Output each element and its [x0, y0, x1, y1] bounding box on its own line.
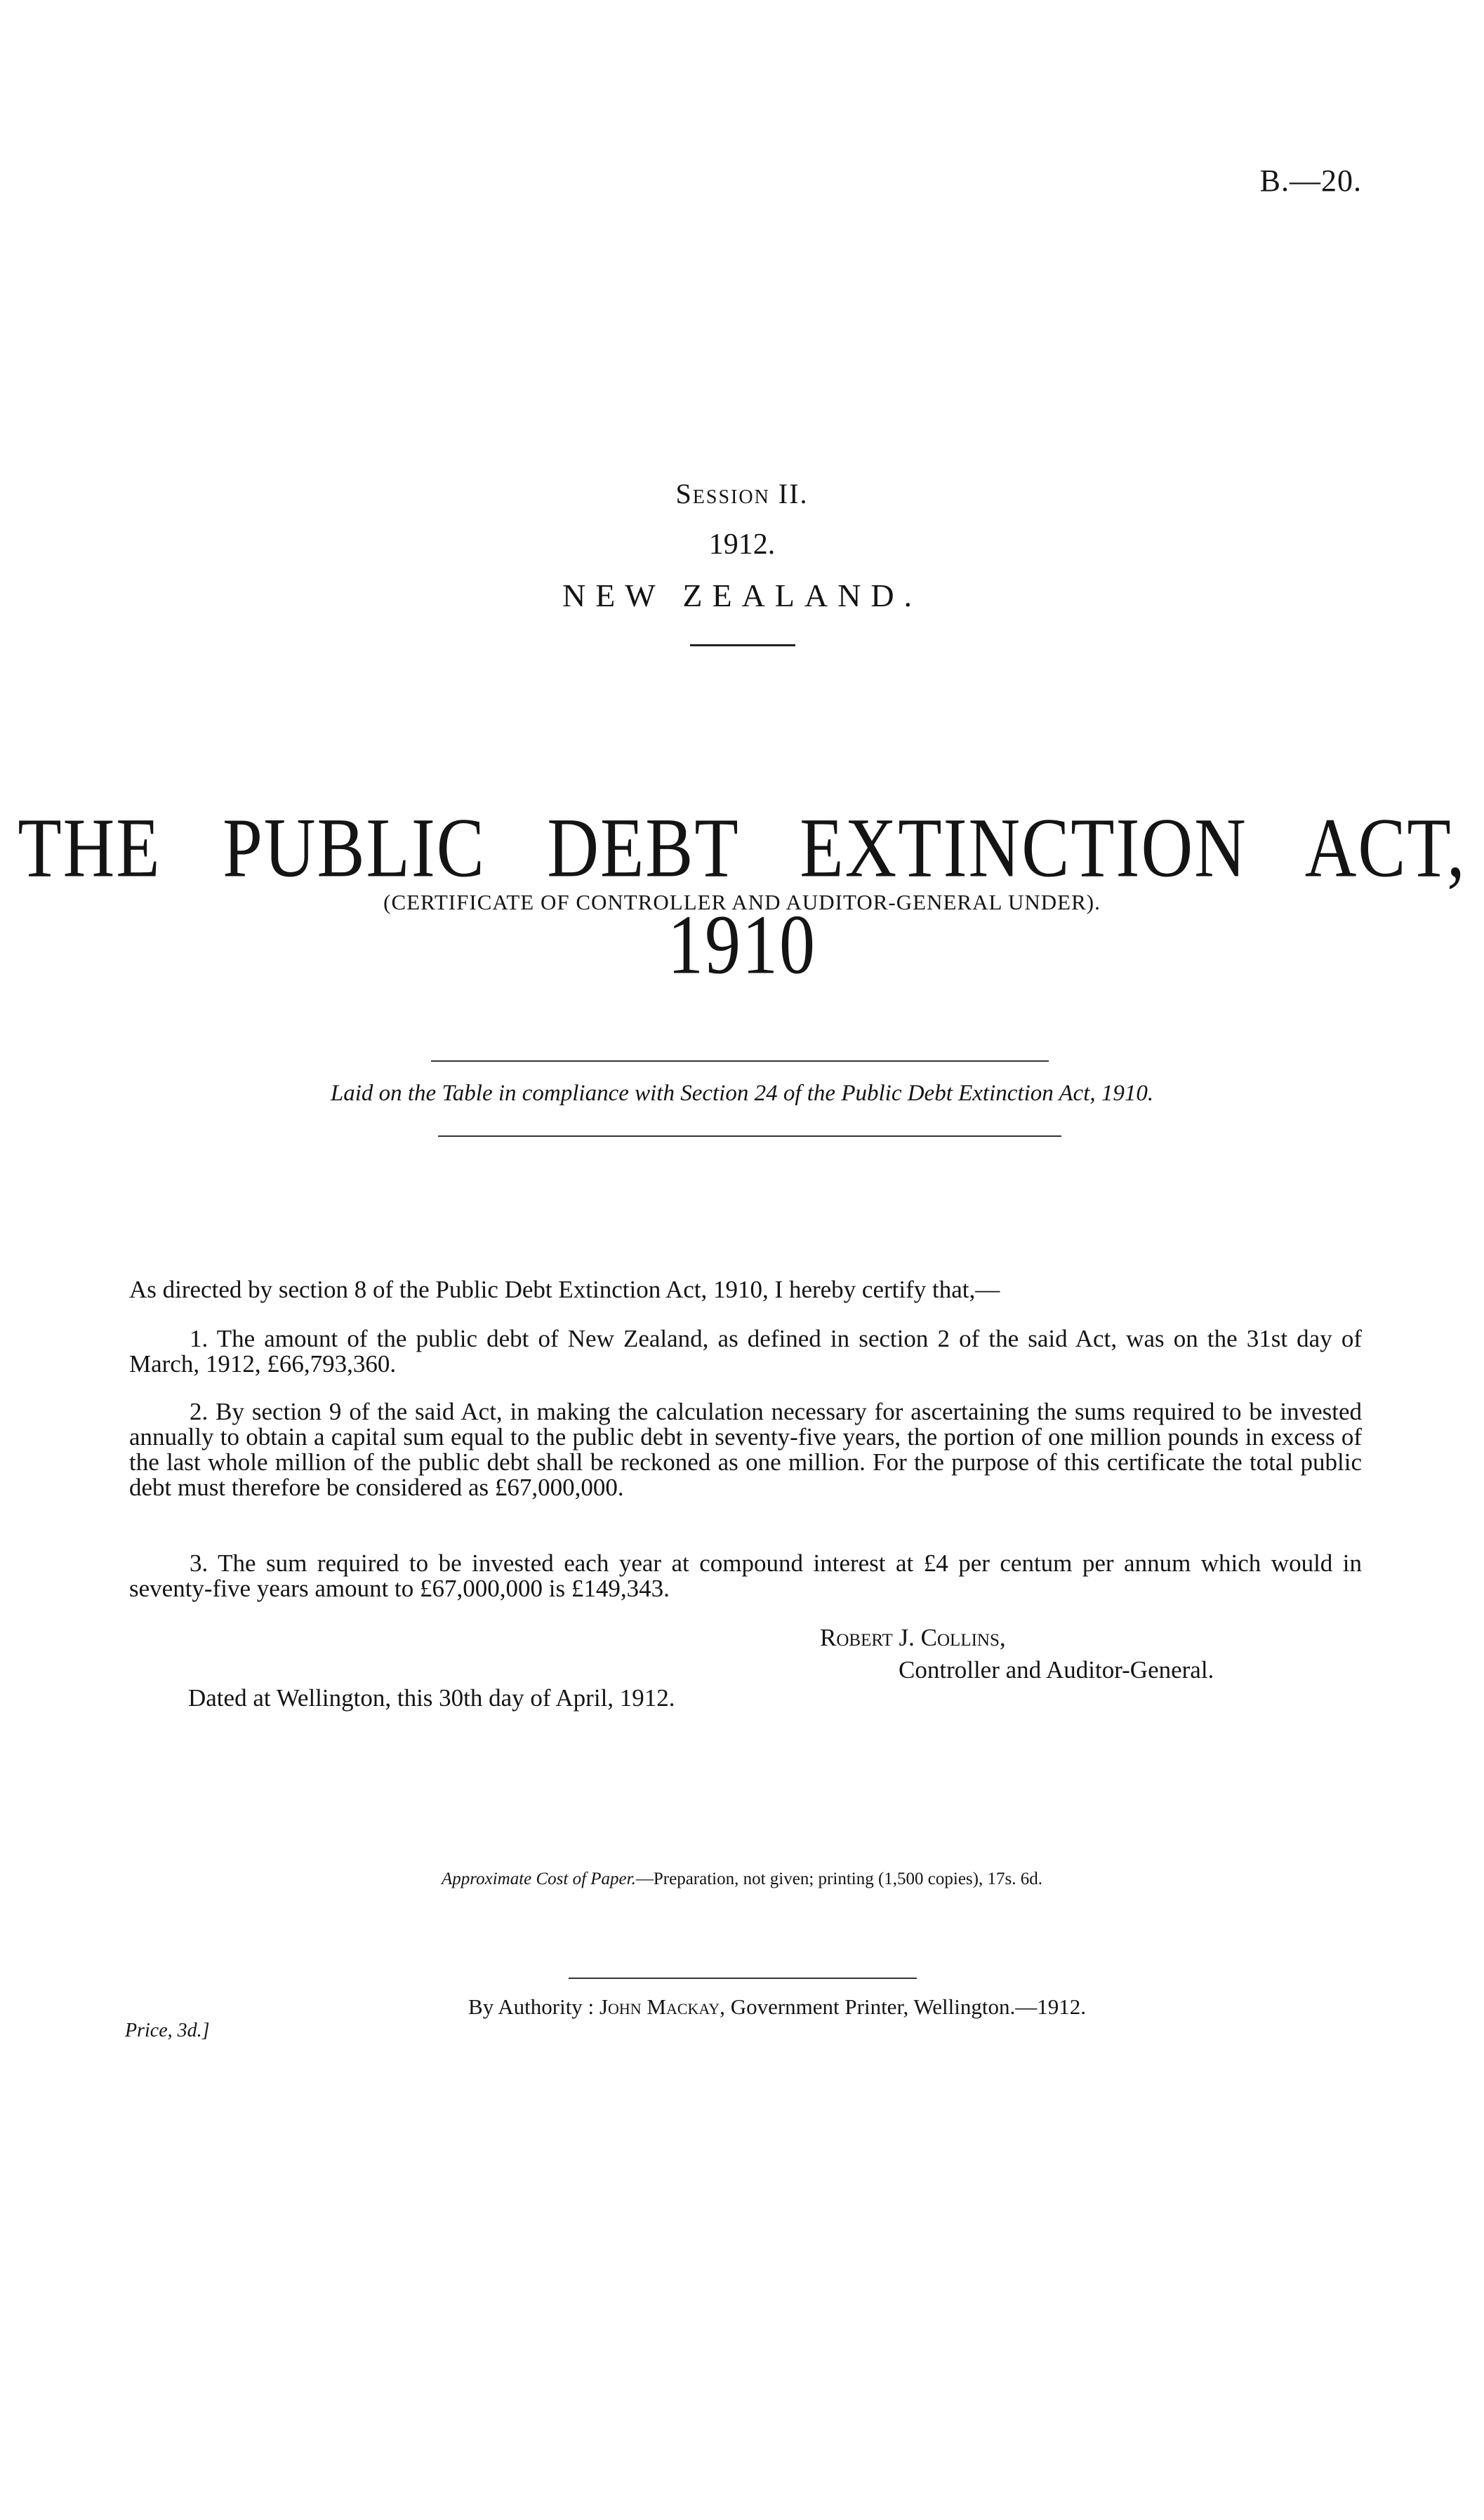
certificate-paragraph-1: 1. The amount of the public debt of New Zealand, as defined in section 2 of the said Act, was on the 31st day of March, 1912, £66,793,360. — [129, 1325, 1362, 1378]
laid-note-bottom-rule — [438, 1135, 1061, 1137]
cost-label: Approximate Cost of Paper. — [442, 1869, 636, 1888]
country-heading: NEW ZEALAND. — [562, 578, 922, 613]
session-heading — [0, 477, 1484, 510]
document-reference: B.—20. — [1259, 164, 1362, 198]
laid-on-table-note: Laid on the Table in compliance with Section 24 of the Public Debt Extinction Act, 1910. — [330, 1081, 1154, 1106]
session-label: Session II. — [675, 478, 809, 509]
price-note: Price, 3d.] — [125, 2020, 210, 2041]
authority-prefix: By Authority : — [468, 1994, 595, 2019]
certificate-paragraph-3: 3. The sum required to be invested each year at compound interest at £4 per centum per annum which would in seventy-five years amount to £67,000,000 is £149,343. — [129, 1549, 1362, 1602]
cost-text: —Preparation, not given; printing (1,500 copies), 17s. 6d. — [635, 1869, 1042, 1888]
certificate-intro: As directed by section 8 of the Public Debt Extinction Act, 1910, I hereby certify that,— — [129, 1276, 1000, 1303]
signature-name — [820, 1624, 1006, 1652]
footer-rule — [569, 1978, 917, 1979]
printer-authority-line — [0, 1994, 1484, 2020]
authority-suffix: Government Printer, Wellington.—1912. — [730, 1994, 1086, 2019]
session-year: 1912. — [708, 528, 776, 561]
cost-of-paper-note — [0, 1869, 1484, 1889]
signature-title: Controller and Auditor-General. — [899, 1656, 1214, 1684]
signature-name-text: Robert J. Collins, — [820, 1624, 1006, 1651]
laid-note-top-rule — [431, 1060, 1049, 1062]
dated-line: Dated at Wellington, this 30th day of April, 1912. — [188, 1684, 675, 1712]
masthead-rule — [690, 644, 795, 646]
certificate-paragraph-2: 2. By section 9 of the said Act, in making the calculation necessary for ascertaining the sums required to be invested annually to obtain a capital sum equal to the public debt in seventy-five years, the portion of one million pounds in excess of the last whole million of the public debt shall be reckoned as one million. For the purpose of this certificate the total public debt must therefore be considered as £67,000,000. — [129, 1398, 1362, 1501]
document-title: THE PUBLIC DEBT EXTINCTION ACT, 1910 — [18, 801, 1466, 992]
printer-name: John Mackay, — [599, 1994, 725, 2019]
document-subtitle: (CERTIFICATE OF CONTROLLER AND AUDITOR-GENERAL UNDER). — [383, 890, 1101, 914]
